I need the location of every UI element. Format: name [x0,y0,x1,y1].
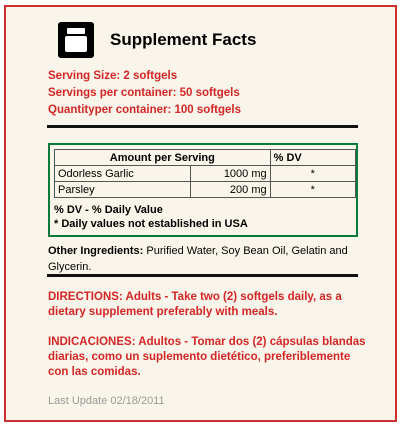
amount-per-serving-header: Amount per Serving [55,150,271,166]
supplement-bottle-icon [58,22,94,58]
header [58,22,256,58]
directions-spanish: INDICACIONES: Adultos - Tomar dos (2) cápsulas blandas diarias, como un suplemento dietético, preferiblemente con las comidas. [48,336,366,378]
facts-header-row [55,150,356,166]
supplement-facts-panel [4,5,397,422]
ingredient-amount: 200 mg [191,182,271,198]
legend-dv: % DV - % Daily Value [54,204,163,216]
ingredient-dv: * [270,182,355,198]
page-title: Supplement Facts [110,30,257,49]
facts-box [48,143,358,237]
legend-note: * Daily values not established in USA [54,218,248,230]
quantity-per-container: Quantityper container: 100 softgels [48,104,241,116]
ingredient-name: Odorless Garlic [55,166,191,182]
table-row [55,166,356,182]
dv-header: % DV [270,150,355,166]
other-ingredients-label: Other Ingredients: [48,245,144,257]
directions-english: DIRECTIONS: Adults - Take two (2) softgels daily, as a dietary supplement preferably with meals. [48,291,342,318]
serving-size: Serving Size: 2 softgels [48,70,178,82]
last-update: Last Update 02/18/2011 [48,395,165,407]
servings-per-container: Servings per container: 50 softgels [48,87,240,99]
facts-legend [54,203,248,231]
ingredient-amount: 1000 mg [191,166,271,182]
divider-bottom [47,274,358,277]
facts-table [54,149,356,198]
other-ingredients [48,243,368,275]
other-ingredients-text: Purified Water, Soy Bean Oil, Gelatin and Glycerin. [48,245,348,273]
ingredient-dv: * [270,166,355,182]
table-row [55,182,356,198]
divider-top [47,125,358,128]
ingredient-name: Parsley [55,182,191,198]
